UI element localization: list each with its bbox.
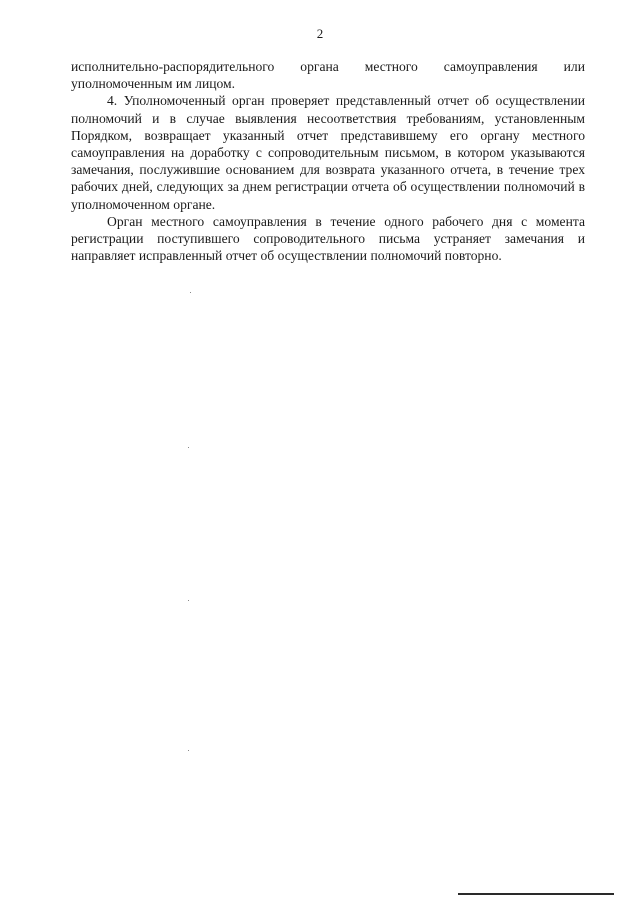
paragraph-item-4: 4. Уполномоченный орган проверяет представленный отчет об осуществлении полномочий и в случае выявления несоответствия требованиям, установленным Порядком, возвращает указанный отчет представившему его органу местного самоуправления на доработку с сопроводительным письмом, в котором указываются замечания, послужившие основанием для возврата указанного отчета, в течение трех рабочих дней, следующих за днем регистрации отчета об осуществлении полномочий в уполномоченном органе. xyxy=(71,93,585,212)
scan-speck xyxy=(188,600,189,601)
scan-speck xyxy=(188,750,189,751)
scan-speck xyxy=(190,292,191,293)
paragraph-resubmission: Орган местного самоуправления в течение одного рабочего дня с момента регистрации поступившего сопроводительного письма устраняет замечания и направляет исправленный отчет об осуществлении полномочий повторно. xyxy=(71,213,585,264)
paragraph-continuation: исполнительно-распорядительного органа местного самоуправления или уполномоченным им лицом. xyxy=(71,59,585,92)
page-number: 2 xyxy=(316,26,324,41)
document-body xyxy=(71,58,585,264)
footer-rule xyxy=(458,893,614,895)
scan-speck xyxy=(188,447,189,448)
